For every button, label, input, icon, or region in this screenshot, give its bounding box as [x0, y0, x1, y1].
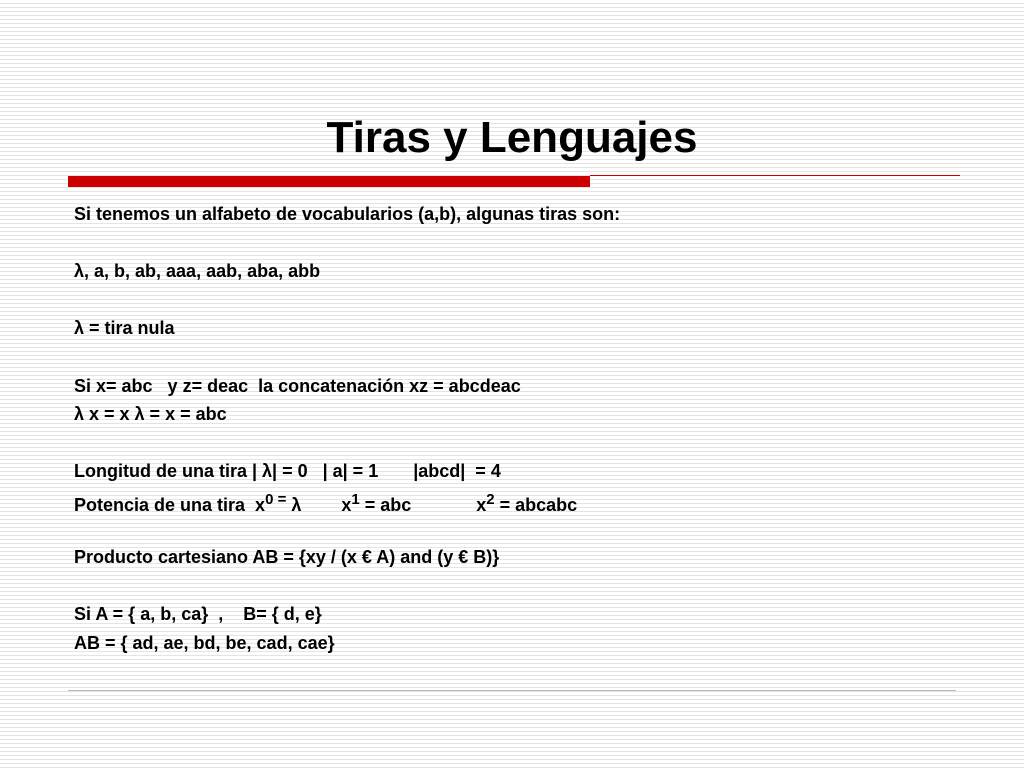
power-mid-2: = abc x: [359, 494, 487, 515]
power-exponent-0: 0: [265, 490, 274, 508]
power-mid-1: λ x: [286, 494, 352, 515]
body-line-power: [74, 486, 974, 515]
body-line-identity: λ x = x λ = x = abc: [74, 404, 227, 425]
body-line-set-definition: Si A = { a, b, ca} , B= { d, e}: [74, 604, 322, 625]
body-line-alphabet-intro: Si tenemos un alfabeto de vocabularios (a,b), algunas tiras son:: [74, 204, 621, 224]
body-line-product-result: AB = { ad, ae, bd, be, cad, cae}: [74, 632, 335, 653]
footer-divider: [68, 690, 956, 691]
blank-line: [74, 286, 974, 315]
slide-title: Tiras y Lenguajes: [326, 113, 698, 162]
power-exponent-equals: =: [273, 490, 287, 508]
power-suffix: = abcabc: [494, 494, 578, 515]
power-exponent-2: 2: [486, 490, 495, 508]
body-line-cartesian-product: Producto cartesiano AB = {xy / (x € A) and (y € B)}: [74, 547, 500, 568]
blank-line: [74, 572, 974, 601]
body-line-concatenation: Si x= abc y z= deac la concatenación xz = abcdeac: [74, 375, 521, 396]
title-underline-bar: [68, 176, 590, 187]
body-line-null-string: λ = tira nula: [74, 318, 175, 339]
blank-line: [74, 343, 974, 372]
body-line-length: Longitud de una tira | λ| = 0 | a| = 1 |abcd| = 4: [74, 461, 501, 482]
title-underline-line: [590, 175, 960, 176]
power-prefix: Potencia de una tira x: [74, 494, 266, 515]
power-exponent-1: 1: [351, 490, 360, 508]
blank-line: [74, 515, 974, 544]
blank-line: [74, 229, 974, 258]
slide-body: [74, 200, 974, 658]
blank-line: [74, 429, 974, 458]
body-line-string-examples: λ, a, b, ab, aaa, aab, aba, abb: [74, 261, 321, 282]
